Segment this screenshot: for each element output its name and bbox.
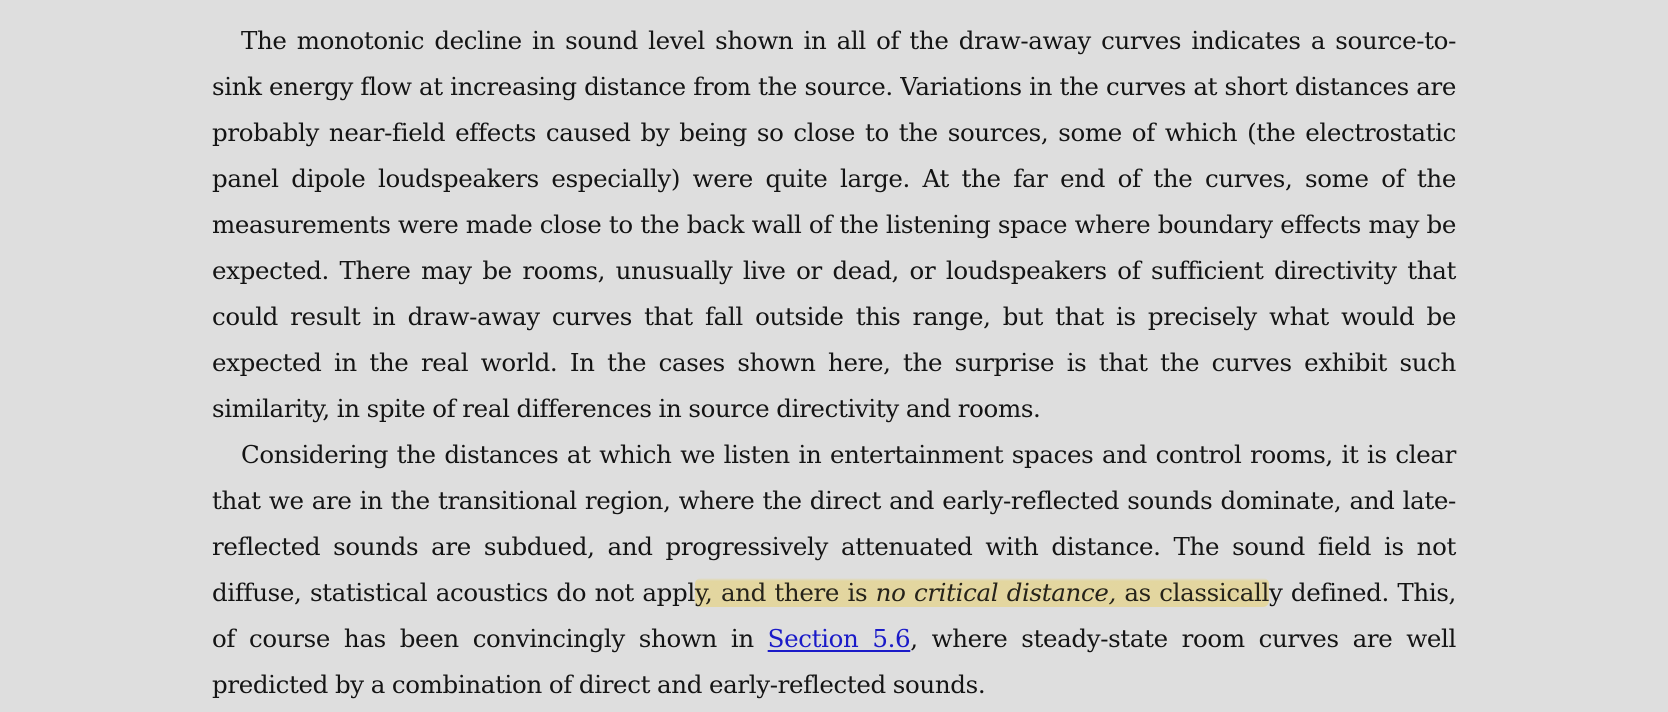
paragraph-critical-distance — [212, 432, 1456, 708]
section-link[interactable]: Section 5.6 — [767, 624, 911, 653]
text-highlight[interactable] — [695, 578, 1269, 607]
highlight-text-start: y, and there is — [694, 578, 876, 607]
paragraph-text-segment: y defined. This, of course has been convincingly shown in — [212, 578, 1456, 653]
highlight-text-end: as classicall — [1115, 578, 1269, 607]
italic-emphasis-text: no critical distance, — [875, 578, 1116, 607]
paragraph-text-segment: Considering the distances at which we listen in entertainment spaces and control rooms, it is clear that we are in the transitional region, where the direct and early-reflected sounds dominate, and late-reflected sounds are subdued, and progressively attenuated with distance. The sound field is not diffuse, statistical acoustics do not appl — [212, 440, 1456, 607]
document-body — [212, 18, 1456, 708]
paragraph-draw-away-curves: The monotonic decline in sound level shown in all of the draw-away curves indicates a source-to-sink energy flow at increasing distance from the source. Variations in the curves at short distances are probably near-field effects caused by being so close to the sources, some of which (the electrostatic panel dipole loudspeakers especially) were quite large. At the far end of the curves, some of the measurements were made close to the back wall of the listening space where boundary effects may be expected. There may be rooms, unusually live or dead, or loudspeakers of sufficient directivity that could result in draw-away curves that fall outside this range, but that is precisely what would be expected in the real world. In the cases shown here, the surprise is that the curves exhibit such similarity, in spite of real differences in source directivity and rooms. — [212, 26, 1456, 423]
paragraph-text-segment: , where steady-state room curves are well predicted by a combination of direct and early-reflected sounds. — [212, 624, 1457, 699]
